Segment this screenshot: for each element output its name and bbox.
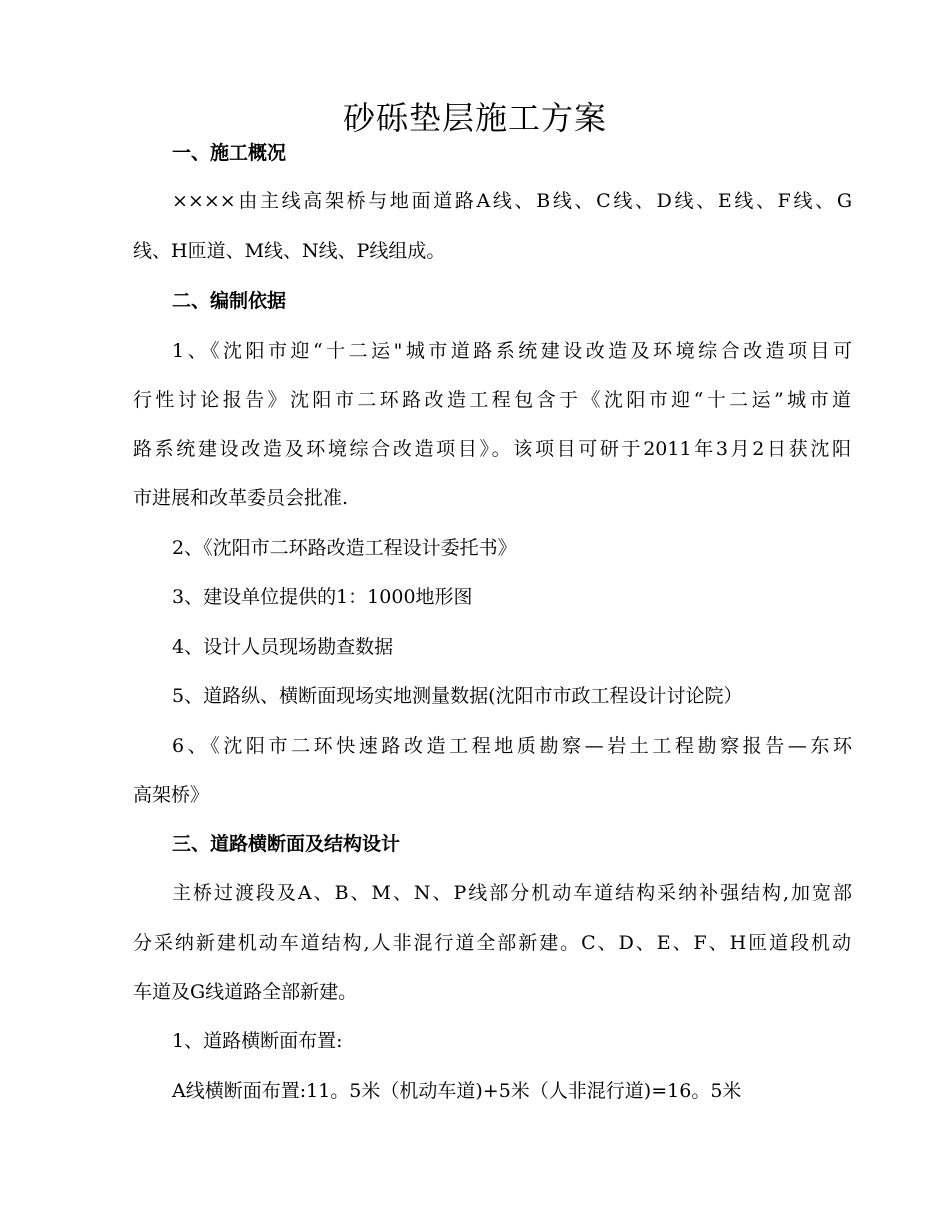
paragraph-line: 6、《沈阳市二环快速路改造工程地质勘察—岩土工程勘察报告—东环 <box>172 735 852 757</box>
paragraph-line: 线、H匝道、M线、N线、P线组成。 <box>133 240 446 262</box>
paragraph-line: 2、《沈阳市二环路改造工程设计委托书》 <box>172 537 517 559</box>
paragraph-line: 行性讨论报告》沈阳市二环路改造工程包含于《沈阳市迎“十二运”城市道 <box>133 389 851 411</box>
document-title: 砂砾垫层施工方案 <box>342 99 607 137</box>
paragraph-line: 3、建设单位提供的1：1000地形图 <box>172 586 473 608</box>
section-heading-cross-section: 三、道路横断面及结构设计 <box>172 833 401 855</box>
paragraph-line: A线横断面布置:11。5米（机动车道)+5米（人非混行道)=16。5米 <box>172 1080 742 1102</box>
paragraph-line: 1、《沈阳市迎“十二运"城市道路系统建设改造及环境综合改造项目可 <box>172 340 852 362</box>
paragraph-line: 1、道路横断面布置: <box>172 1030 343 1052</box>
paragraph-line: 路系统建设改造及环境综合改造项目》。该项目可研于2011年3月2日获沈阳 <box>133 438 851 460</box>
paragraph-line: 分采纳新建机动车道结构,人非混行道全部新建。C、D、E、F、H匝道段机动 <box>133 932 851 954</box>
paragraph-line: 高架桥》 <box>133 784 210 806</box>
paragraph-line: 5、道路纵、横断面现场实地测量数据(沈阳市市政工程设计讨论院） <box>172 685 743 707</box>
paragraph-line: 市进展和改革委员会批准. <box>133 487 349 509</box>
paragraph-line: 车道及G线道路全部新建。 <box>133 981 358 1003</box>
section-heading-overview: 一、施工概况 <box>172 142 287 164</box>
paragraph-line: 主桥过渡段及A、B、M、N、P线部分机动车道结构采纳补强结构,加宽部 <box>172 882 852 904</box>
paragraph-line: 4、设计人员现场勘查数据 <box>172 636 394 658</box>
section-heading-basis: 二、编制依据 <box>172 290 287 312</box>
paragraph-line: ××××由主线高架桥与地面道路A线、B线、C线、D线、E线、F线、G <box>172 190 852 212</box>
